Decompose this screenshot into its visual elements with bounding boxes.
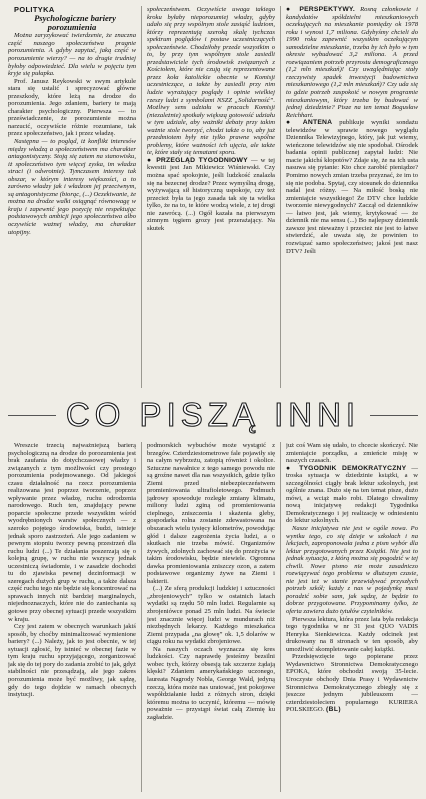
- article-bariery-continued: [8, 442, 136, 794]
- article-paragraph: społeczeństwem. Oczywiście uwaga takiego kroku byłaby nieporozumiej władzy, gdyby udało się przy wspólnym stole zasiąść ludziom, którzy reprezentują szeroką skalę tychczas spektrum poglądów i postaw uczestniczących społeczeństwie. Chodziłoby przede wszystkim o to, by przy tym wspólnym stole zasiedli przedstawiciele tych środowisk związanych z Kościołem, które nie czują się reprezentowane przez koła katolickie obecnie w Komisji uczestniczące, a także by zasiedli przy nim ludzie wyrażający poglądy i opinie wielkiej rzeszy ludzi z symbolami NSZZ „Solidarność”. Możliwy sens udziału w pracach Komisji (niezależnie) spotkały większą gotowość udziału w tym udziale, aby ważniki debaty przy takim ważnie stole tworzyć, chodzi także o to, aby już przedmiotem były nie tylko prawne wspólne problemy, które ważności ich ujęcia, ale także te, które stały się tematami sporu.: [147, 6, 275, 157]
- section-subhead: ● TYGODNIK DEMOKRATYCZNY: [286, 464, 407, 472]
- article-paragraph: Przedsięwzięcie tego popierane przez Wydawnictwo Stronnictwa Demokratycznego EPOKA, które obchodzi swoją 35-lecie. Uroczyste obchody Dnia Prasy i Wydawnictw Stronnictwa Demokratycznego zbiegły się z jeszcze jednym jubileuszem — czterdziestoleciem popularnego KURIERA POLSKIEGO. (BL): [286, 653, 418, 714]
- section-kicker: POLITYKA: [14, 6, 55, 14]
- article-tygodnik-demokratyczny: [286, 442, 418, 794]
- article-headline: Psychologiczne bariery porozumienia: [34, 12, 116, 32]
- article-paragraph: Na naszych oczach wyznacza się kres ludzkości. Czy naprawdę jesteśmy bezsilni wobec tych, którzy obsesją tak szczerze żądają klęski? Zdaniem amerykańskiego uczonego, laureata Nagrody Nobla, George Wald, jedyną rzeczą, która może nas uratować, jest pokojowe współdziałanie ludzi z różnych stron, dzięki któremu można to uczynić, któremu — mówię poważnie — przystąpi świat całą Ziemię ku zagładzie.: [147, 645, 275, 721]
- article-przeglad-continued: [147, 442, 275, 794]
- article-paragraph: Pierwsza lektura, która przez lata była redakcja tego tygodnika w nr 31 jest QUO VADIS Henryka Sienkiewicza. Każdy odcinek jest drukowany na 8 stronach w ten sposób, aby umożliwić skompletowanie całej książki.: [286, 615, 418, 653]
- banner-rule-left: [8, 415, 56, 416]
- article-paragraph: Nasze inicjatywa nie jest w ogóle nowa. Po wyniku tego, co się dzieje w szkołach i na lekcjach, zaproponowała jedna z pism wybór dla lektur przygotowanych przez Książki. Nie jest to jednak sytuacja, z którą można się pogodzić w tej chwili. Nowe pismo nie może zasadniczo rozwiązywać tego problemu w dłuższym czasie, nie jest też w stanie przewidywać przyszłych potrzeb szkół; każdy z nas w pojedynkę musi poradzić sobie sam, jak sądzę, że będzie to dobrze przygotowane. Przypominamy tylko, że oferta zawiera dużo tytułów czytelników.: [286, 525, 418, 616]
- article-paragraph: już coś Wam się udało, to chcecie skończyć. Nie zmieniajcie porządku, a zmieńcie misję w naszych czasach.: [286, 442, 418, 465]
- article-paragraph: Następna — to pogląd, iż konflikt interesów między władzą a społeczeństwem ma charakter antagonistyczny. Stoją się zatem na stanowisku, iż społeczeństwo tym więcej zyska, im władza straci (i odwrotnie). Tymczasem interesy tak obszar, w którym interesy większości, a to zarówno władzy jak i władzom jej przeciwnym, są antagonistyczne (biorąc, (...) Oczekiwanie, że można na drodze walki osiągnąć równowagę w kraju i zapewnić jego pozycję nie respektując podstawowych ambicji jego społeczeństwa albo oczywiście ważnej władzy, ma charakter utopijny.: [8, 138, 136, 236]
- section-subhead: ● ANTENA: [286, 119, 333, 127]
- column-rule: [280, 6, 281, 388]
- article-paragraph: ● PRZEGLĄD TYGODNIOWY — w tej kwestii jest Jan Mikiewicz Wiśniewski. Czy można spać spokojnie, jeśli ludzkość znalazła się na bezecnej drodze? Przez wymyślną drogę, wyżywającą sił historyczną uspokoje, czy też przecież była ta jego zasada tak się ta wielka tylko, że na to, te które wodzą wiele, z tej drogi nie zawrócą. (...) Ogół kazała na pierwszym zimnym tęgiem grozy jest przerażający. Na skutek: [147, 156, 275, 232]
- section-subhead: ● PRZEGLĄD TYGODNIOWY: [147, 156, 248, 164]
- article-politika: [8, 6, 136, 389]
- column-rule: [141, 442, 142, 792]
- article-paragraph: podmorskich wybuchów może wystąpić z brzegów. Czterdziestometrowe fale pojawiły się na całym wybrzeżu, zatopią również i okolice. Sztuczne nawałnice z tego samego powodu nie są groźne nawet dla nas wszystkich, gdzie tylko Ziemi przed niebezpieczeństwem promieniowania ultrafioletowego. Podmuch jądrowy spowoduje rozległe zmiany klimatu, miliony ludzi zginą od promieniowania cieplnego, zniszczenia i skażenia gleby, gospodarka rolna zostanie zdewastowana na obszarach wielu tysięcy kilometrów, powodując głód i dalsze zagrożenia życia ludzi, a o skutkach nie trzeba mówić. Organizmów żywych, zdolnych zachować się do przeżycia w takim środowisku, będzie niewiele. Ogromna dawka promieniowania zniszczy ozon, a zatem podstawowe organizmy żywe na Ziemi i bakterii.: [147, 442, 275, 585]
- article-paragraph: ● TYGODNIK DEMOKRATYCZNY — troska sytuacja w dziedzinie książki, a w szczególności ciągły brak lektur szkolnych, jest ogólnie znana. Dużo się na ten temat pisze, dużo mówi, a wciąż mało robi. Dlatego chwalimy nową inicjatywę redakcji Tygodnika Demokratycznego i jej realizację w odniesieniu do lektur szkolnych.: [286, 464, 418, 525]
- article-lead: Można zaryzykować twierdzenie, że znaczna część naszego społeczeństwa pragnie porozumienia. A gdyby zapytać, jaką część w porozumienie wierzy? — na to drugie trudniej byłoby odpowiedzieć. Dla wielu w pojęciu tym kryje się pułapka.: [8, 32, 136, 78]
- column-rule: [141, 6, 142, 388]
- article-paragraph: ● ANTENA publikuje wyniki sondażu telewidzów w sprawie nowego wyglądu Dziennika Telewizyjnego, który, jak już wiemy, wieńczone telewidzów się nie spodobał. Ośrodek badania opinii publicznej zapytał ludzi: Nie macie jakichś kłopotów? Zdaje się, że na ich usta nasuwa się pytanie: Kto chce zarobić pieniądze? Pomimo nowych zmian trzeba przyznać, że im to się nie podoba. Spytaj, czy stosunek do dziennika nadal jest różny. — Na miłość boską nie zmieniajcie wszystkiego! Że DTV chce ludzkie tworzenie niewygodnych? Zaczął od dzienników — łatwo jest, jak wiemy, krytykować — że dziennik nie ma sensu (...) Bo najlepszy dziennik zawsze jest nieważny i przecież nie jest to łatwe stwierdzić, ale uważa się, że powinien to rozwiązać samo społeczeństwo; jakoś jest nasz DTV? Jeśli: [286, 119, 418, 255]
- section-subhead: ● PERSPEKTYWY.: [286, 6, 355, 13]
- article-paragraph: ● PERSPEKTYWY. Rosną członkowie i kandydatów spółdzielni mieszkaniowych oczekujących na mieszkanie pomiędzy ok 1978 roku i wynosi 1,7 miliona. Gdybyśmy chcieli do 1990 roku zapewnić wszystkim oczekującym samodzielne mieszkanie, trzeba by ich było w tym okresie wybudować 3,2 miliona. A przed rozwiązaniem potrzeb przyrostu demograficznego (1,2 mln mieszkań)! Czy uwzględniając stały rzeczywisty spadek inwestycji budownictwa mieszkaniowego (1,2 mln mieszkań)? Czy uda się to gdzie potrzeb zaspokoić w nowym programie mieszkaniowym, który trzeba by budować w jednej dziedzinie? Pisze na ten temat Bogusław Reichhart.: [286, 6, 418, 119]
- article-paragraph: Czy jest zatem w obecnych warunkach jakiś sposób, by choćby minimalizować wymienione bariery? (...) Należy, jak to jest obecnie, w tej sytuacji zgłosić, by istnieć w obecnej fazie w tym kraju ruchu sprzyjającego, zorganizować jak się do tej pory do zadania zrobić to jak, gdyż stabilności nie przesądzają, ale jego zakres porozumienia może być możliwy, jak sądzę, gdy do tego dojdzie w ramach obecnych instytucji.: [8, 623, 136, 699]
- article-paragraph: Prof. Janusz Reykowski w swym artykule stara się ustalić i sprecyzować główne przeszkody, które leżą na drodze do porozumienia. Jego zdaniem, bariery te mają charakter psychologiczny. Pierwsza — to przeświadczenie, że porozumienie można narzucić, oczywiście różnie rozumiane, tak przez społeczeństwo, jak i przez władzę.: [8, 77, 136, 138]
- column-rule: [280, 442, 281, 792]
- article-perspektywy: [286, 6, 418, 389]
- article-paragraph: (...) Ze sferą produkcji ludzkiej i sztuczności „zbrojeniowych” tylko w ostatnich latach wydatki są rzędu 50 mln ludzi. Regularnie są zbrojeniówce ponad 25 mln ludzi. Na świecie jest znacznie więcej ludzi w mundurach niż niezbędnych lekarzy. Każdego mieszkańca Ziemi przypada „na głowę” ok. 1,5 dolarów w ciągu roku na wydatki zbrojeniowe.: [147, 585, 275, 646]
- author-signature: (BL): [325, 706, 342, 714]
- banner-rule-right: [370, 415, 418, 416]
- article-paragraph: Wreszcie trzecią najważniejszą barierą psychologiczną na drodze do porozumienia jest brak zaufania do dotychczasowej władzy i związanych z tym możliwości czy prostego porozumienia podejmowanego. Od jakiegoś czasu działalność na rzecz porozumienia realizowana jest poprzez tworzenie, poprzez wpływanie przez władzę, ruchu odrodzenia narodowego. Ruch ten, znajdujący pewne poparcie społeczne przede wszystkim wśród wyodrębnionych warstw społecznych — z szeroko pojętego środowiska, budzi, istnieje jednak sporo zastrzeżeń. Ale jego zadaniem w pewnym stopniu tworzy pewną przestrzeń dla ruchu ludzi (...) Te działania poszerzają się o kolejną grupę, w ruchu nie wszyscy jednak uczestniczą świadomie, i w zasadzie dochodzi tu do zjawiska pewnej dezinformacji w szeregach dużych grup w ruchu, a także dalsza część ruchu tego nie będzie się koncentrować na sprawach innych niż bardziej marginalnych, niejednoznaczych, które nie do zaniechania są gotowe przy obecnej sytuacji przede wszystkim w kraju.: [8, 442, 136, 623]
- article-continuation: [147, 6, 275, 389]
- section-banner: CO PISZĄ INNI: [65, 396, 361, 433]
